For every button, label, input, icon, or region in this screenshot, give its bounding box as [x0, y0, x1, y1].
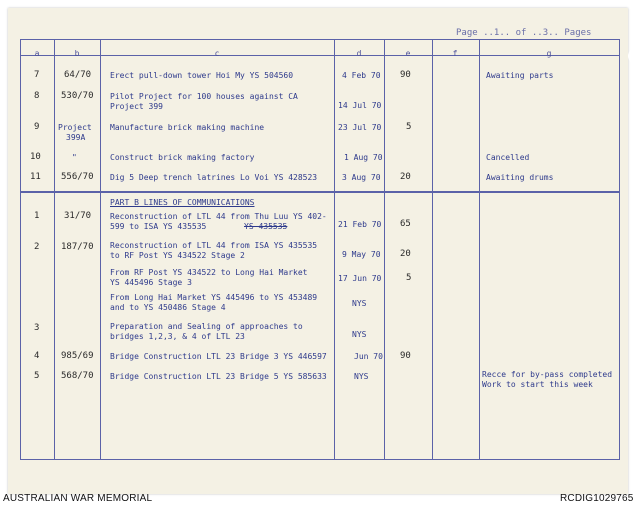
partb-row-5-ref: 568/70	[61, 371, 94, 381]
row-9-percent: 5	[406, 122, 412, 132]
partb-row-4-date: Jun 70	[354, 352, 383, 361]
page-header: Page ..1.. of ..3.. Pages	[456, 28, 592, 38]
column-rule-b	[100, 39, 101, 460]
partb-row-4-percent: 90	[400, 351, 411, 361]
partb-stage-3-task: From RF Post YS 434522 to Long Hai Market	[110, 268, 308, 277]
column-rule-a-left	[20, 39, 21, 460]
document-sheet	[8, 8, 628, 494]
partb-row-1-task-line2: 599 to ISA YS 435535	[110, 222, 207, 231]
row-8-ref: 530/70	[61, 91, 94, 101]
row-7-remarks: Awaiting parts	[486, 71, 554, 80]
row-9-item: 9	[34, 122, 40, 132]
col-header-g: g	[546, 49, 552, 58]
row-8-task-line2: Project 399	[110, 102, 163, 111]
row-11-remarks: Awaiting drums	[486, 173, 554, 182]
partb-row-2-task: Reconstruction of LTL 44 from ISA YS 435535	[110, 241, 318, 250]
partb-stage-3-task-line2: YS 445496 Stage 3	[110, 278, 192, 287]
row-11-percent: 20	[400, 172, 411, 182]
row-11-date: 3 Aug 70	[342, 173, 381, 182]
section-rule	[20, 191, 620, 193]
col-header-c: c	[214, 49, 220, 58]
partb-row-1-ref: 31/70	[64, 211, 92, 221]
row-7-task: Erect pull-down tower Hoi My YS 504560	[110, 71, 294, 80]
partb-row-3-date: NYS	[352, 330, 367, 339]
column-rule-d	[384, 39, 385, 460]
row-11-item: 11	[30, 172, 41, 182]
punch-hole	[628, 48, 639, 64]
column-rule-g-right	[619, 39, 620, 460]
partb-stage-4-task-line2: and to YS 450486 Stage 4	[110, 303, 226, 312]
row-8-task: Pilot Project for 100 houses against CA	[110, 92, 298, 101]
col-header-a: a	[34, 49, 40, 58]
partb-row-1-struck-text: YS 435535	[244, 222, 288, 231]
partb-row-3-task: Preparation and Sealing of approaches to	[110, 322, 303, 331]
partb-stage-3-date: 17 Jun 70	[338, 274, 382, 283]
row-7-date: 4 Feb 70	[342, 71, 381, 80]
partb-row-5-date: NYS	[354, 372, 369, 381]
partb-row-4-ref: 985/69	[61, 351, 94, 361]
partb-row-2-task-line2: to RF Post YS 434522 Stage 2	[110, 251, 245, 260]
partb-row-5-item: 5	[34, 371, 40, 381]
row-11-task: Dig 5 Deep trench latrines Lo Voi YS 428523	[110, 173, 318, 182]
partb-stage-4-date: NYS	[352, 299, 367, 308]
column-rule-e	[432, 39, 433, 460]
partb-row-5-remarks: Recce for by-pass completed	[482, 370, 613, 379]
column-rule-c	[334, 39, 335, 460]
partb-row-5-task: Bridge Construction LTL 23 Bridge 5 YS 585633	[110, 372, 327, 381]
column-rule-f	[479, 39, 480, 460]
row-10-date: 1 Aug 70	[344, 153, 383, 162]
partb-row-1-date: 21 Feb 70	[338, 220, 382, 229]
row-8-item: 8	[34, 91, 40, 101]
header-rule	[20, 55, 620, 56]
row-9-task: Manufacture brick making machine	[110, 123, 265, 132]
partb-row-1-task: Reconstruction of LTL 44 from Thu Luu YS 402-	[110, 212, 327, 221]
row-10-item: 10	[30, 152, 41, 162]
row-7-ref: 64/70	[64, 70, 92, 80]
partb-row-1-percent: 65	[400, 219, 411, 229]
row-10-task: Construct brick making factory	[110, 153, 255, 162]
footer-left-credit: AUSTRALIAN WAR MEMORIAL	[3, 493, 153, 504]
partb-row-3-task-line2: bridges 1,2,3, & 4 of LTL 23	[110, 332, 245, 341]
row-11-ref: 556/70	[61, 172, 94, 182]
row-9-ref-line2: 399A	[66, 133, 86, 142]
row-10-remarks: Cancelled	[486, 153, 530, 162]
partb-row-1-item: 1	[34, 211, 40, 221]
col-header-f: f	[452, 49, 458, 58]
col-header-d: d	[356, 49, 362, 58]
partb-row-2-date: 9 May 70	[342, 250, 381, 259]
footer-right-id: RCDIG1029765	[560, 493, 634, 504]
col-header-b: b	[74, 49, 80, 58]
partb-row-2-ref: 187/70	[61, 242, 94, 252]
bottom-rule	[20, 459, 620, 460]
part-b-heading: PART B LINES OF COMMUNICATIONS	[110, 198, 255, 207]
column-rule-a	[54, 39, 55, 460]
partb-row-4-task: Bridge Construction LTL 23 Bridge 3 YS 446597	[110, 352, 327, 361]
row-8-date: 14 Jul 70	[338, 101, 382, 110]
partb-row-2-percent: 20	[400, 249, 411, 259]
partb-row-2-item: 2	[34, 242, 40, 252]
row-10-ref: "	[72, 153, 77, 162]
row-7-percent: 90	[400, 70, 411, 80]
row-7-item: 7	[34, 70, 40, 80]
row-9-ref: Project	[58, 123, 92, 132]
partb-row-5-remarks-line2: Work to start this week	[482, 380, 593, 389]
partb-stage-4-task: From Long Hai Market YS 445496 to YS 453489	[110, 293, 318, 302]
row-9-date: 23 Jul 70	[338, 123, 382, 132]
partb-row-4-item: 4	[34, 351, 40, 361]
partb-stage-3-percent: 5	[406, 273, 412, 283]
partb-row-3-item: 3	[34, 323, 40, 333]
col-header-e: e	[405, 49, 411, 58]
table-top-rule	[20, 39, 620, 40]
